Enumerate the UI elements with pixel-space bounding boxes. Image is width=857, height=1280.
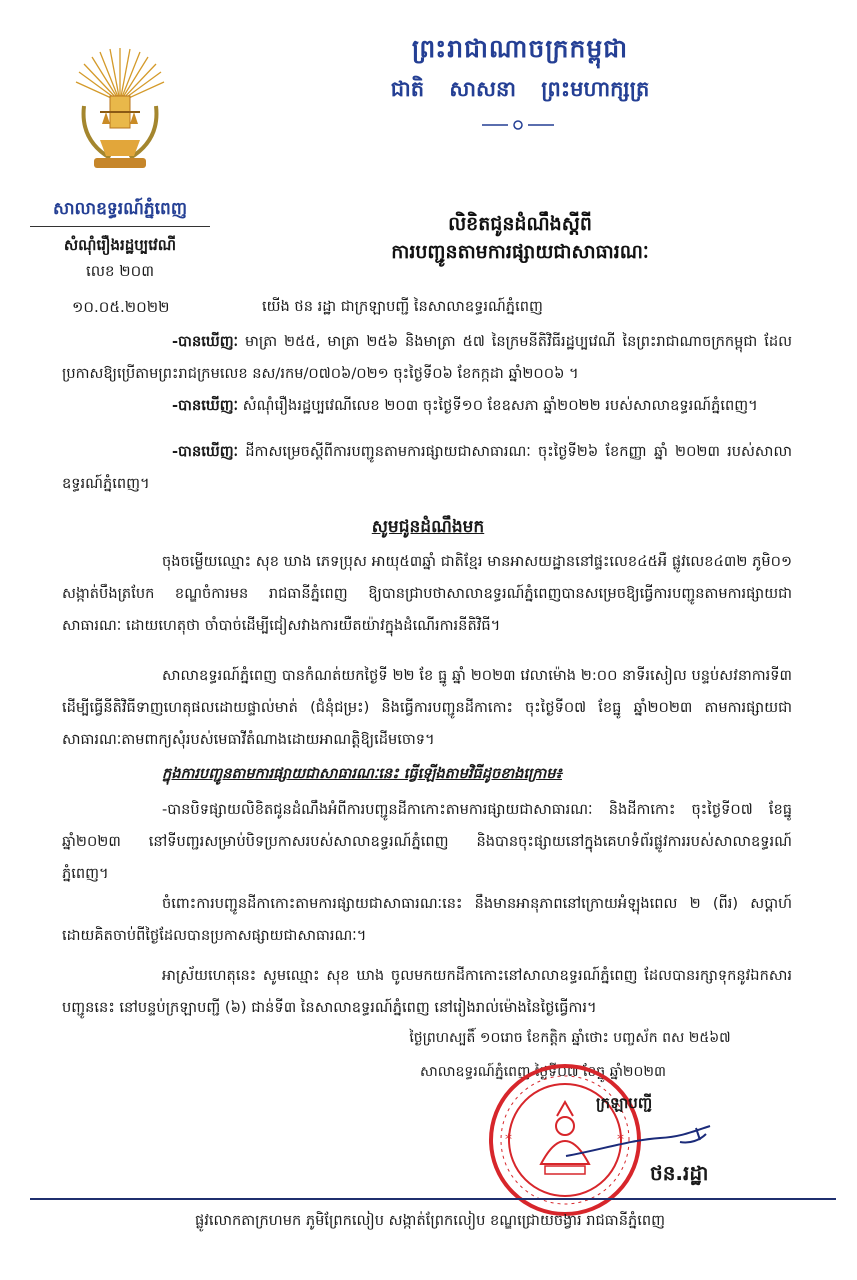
signature-role: ក្រឡាបញ្ជី — [596, 1094, 653, 1112]
paragraph-5: ចំពោះការបញ្ជូនដីកាកោះតាមការផ្សាយជាសាធារណៈនេះ នឹងមានអានុភាពនៅក្រោយអំឡុងពេល ២ (ពីរ) សប្តាហ៍ ដោយគិតចាប់ពីថ្ងៃដែលបានប្រកាសផ្សាយជាសាធារណៈ។ — [62, 895, 792, 944]
footer-divider — [30, 1198, 836, 1200]
file-label: សំណុំរឿងរដ្ឋប្បវេណី — [63, 236, 177, 254]
royal-coat-of-arms-icon — [70, 40, 170, 180]
paragraph-4: -បានបិទផ្សាយលិខិតជូនដំណឹងអំពីការបញ្ជូនដីកាកោះតាមការផ្សាយជាសាធារណៈ និងដីកាកោះ ចុះថ្ងៃទី០៧ ខែធ្នូ ឆ្នាំ២០២៣ នៅទីបញ្ជរសម្រាប់បិទប្រកាសរបស់សាលាឧទ្ធរណ៍ភ្នំពេញ និងបានចុះផ្សាយនៅក្នុងគេហទំព័រផ្លូវការរបស់សាលាឧទ្ធរណ៍ភ្នំពេញ។ — [62, 801, 792, 882]
lunar-date: ថ្ងៃព្រហស្បតិ៍ ១០រោច ខែកត្ដិក ឆ្នាំថោះ បញ្ចស័ក ពស ២៥៦៧ — [409, 1030, 731, 1046]
consideration-2: -បានឃើញៈ សំណុំរឿងរដ្ឋប្បវេណីលេខ ២០៣ ចុះថ្ងៃទី១០ ខែឧសភា ឆ្នាំ២០២២ របស់សាលាឧទ្ធរណ៍ភ្នំពេញ។ — [172, 397, 758, 414]
paragraph-2: សាលាឧទ្ធរណ៍ភ្នំពេញ បានកំណត់យកថ្ងៃទី ២២ ខែ ធ្នូ ឆ្នាំ ២០២៣ វេលាម៉ោង ២:០០ នាទីរសៀល បន្ទប់សវនាការទី៣ ដើម្បីធ្វើនីតិវិធីទាញហេតុផលដោយផ្ទាល់មាត់ (ជំនុំជម្រះ) និងធ្វើការបញ្ជូនដីកាកោះ ចុះថ្ងៃទី០៧ ខែធ្នូ ឆ្នាំ២០២៣ តាមការផ្សាយជាសាធារណៈតាមពាក្យសុំរបស់មេធាវីតំណាងដោយអាណត្តិឱ្យដើមចោទ។ — [62, 667, 792, 748]
kingdom-title: ព្រះរាជាណាចក្រកម្ពុជា — [411, 34, 629, 63]
national-motto: ជាតិ សាសនា ព្រះមហាក្សត្រ — [390, 77, 650, 101]
document-title-line1: លិខិតជូនដំណឹងស្តីពី — [448, 213, 592, 235]
consideration-3: -បានឃើញៈ ដីកាសម្រេចស្តីពីការបញ្ជូនតាមការផ្សាយជាសាធារណៈ ចុះថ្ងៃទី២៦ ខែកញ្ញា ឆ្នាំ ២០២៣ របស់សាលាឧទ្ធរណ៍ភ្នំពេញ។ — [62, 443, 792, 492]
paragraph-1: ចុងចម្លើយឈ្មោះ សុខ ឃាង ភេទប្រុស អាយុ៥៣ឆ្នាំ ជាតិខ្មែរ មានអាសយដ្ឋាននៅផ្ទះលេខ៤៥អឺ ផ្លូវលេខ៤៣២ ភូមិ០១ សង្កាត់បឹងត្របែក ខណ្ឌចំការមន រាជធានីភ្នំពេញ ឱ្យបានជ្រាបថាសាលាឧទ្ធរណ៍ភ្នំពេញបានសម្រេចឱ្យធ្វើការបញ្ជូនតាមការផ្សាយជាសាធារណៈ ដោយហេតុថា ចាំបាច់ដើម្បីជៀសវាងការយឺតយ៉ាវក្នុងដំណើរការនីតិវិធី។ — [62, 553, 792, 634]
consideration-1: -បានឃើញៈ មាត្រា ២៥៥, មាត្រា ២៥៦ និងមាត្រា ៥៧ នៃក្រមនីតិវិធីរដ្ឋប្បវេណី នៃព្រះរាជាណាចក្រកម្ពុជា ដែលប្រកាសឱ្យប្រើតាមព្រះរាជក្រមលេខ នស/រកម/០៧០៦/០២១ ចុះថ្ងៃទី០៦ ខែកក្កដា ឆ្នាំ២០០៦ ។ — [62, 333, 792, 382]
signatory-name: ថន.រដ្ឋា — [650, 1161, 709, 1185]
office-underline — [30, 226, 210, 227]
file-date: ១០.០៥.២០២២ — [72, 298, 170, 316]
footer-address: ផ្លូវលោកតាក្រហមក ភូមិព្រែកលៀប សង្កាត់ព្រែកលៀប ខណ្ឌជ្រោយចង្វារ រាជធានីភ្នំពេញ — [194, 1212, 666, 1229]
office-name: សាលាឧទ្ធរណ៍ភ្នំពេញ — [52, 199, 188, 219]
solar-date: សាលាឧទ្ធរណ៍ភ្នំពេញ ថ្ងៃទី០៧ ខែធ្នូ ឆ្នាំ២០២៣ — [420, 1064, 666, 1080]
paragraph-6: អាស្រ័យហេតុនេះ សូមឈ្មោះ សុខ ឃាង ចូលមកយកដីកាកោះនៅសាលាឧទ្ធរណ៍ភ្នំពេញ ដែលបានរក្សាទុកនូវឯកសារបញ្ជូននេះ នៅបន្ទប់ក្រឡាបញ្ជី (៦) ជាន់ទី៣ នៃសាលាឧទ្ធរណ៍ភ្នំពេញ នៅរៀងរាល់ម៉ោងនៃថ្ងៃធ្វើការ។ — [62, 967, 792, 1016]
file-number: លេខ ២០៣ — [85, 262, 155, 280]
svg-text:*: * — [505, 1132, 512, 1148]
considerations — [62, 326, 792, 500]
royal-emblem — [70, 40, 170, 180]
svg-text:*: * — [617, 1132, 624, 1148]
document-title-line2: ការបញ្ជូនតាមការផ្សាយជាសាធារណៈ — [391, 241, 649, 263]
paragraph-3: ក្នុងការបញ្ជូនតាមការផ្សាយជាសាធារណៈនេះ ធ្វើឡើងតាមវិធីដូចខាងក្រោម៖ — [162, 765, 562, 782]
intro-line: យើង ថន រដ្ឋា ជាក្រឡាបញ្ជី នៃសាលាឧទ្ធរណ៍ភ្នំពេញ — [262, 298, 543, 315]
motto-ornament — [478, 118, 558, 132]
notice-heading: សូមជូនដំណឹងមក — [371, 517, 485, 537]
